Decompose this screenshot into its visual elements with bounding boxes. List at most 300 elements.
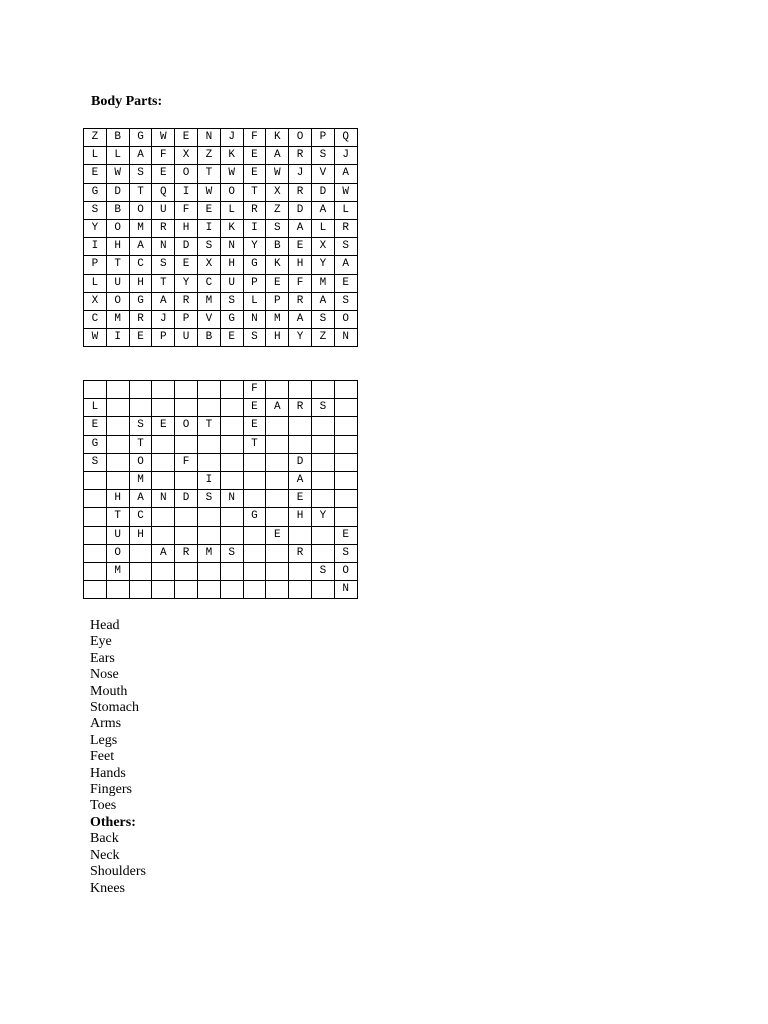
puzzle-cell: A: [289, 310, 312, 328]
puzzle-cell: L: [334, 201, 357, 219]
puzzle-row: [84, 274, 358, 292]
puzzle-cell: P: [84, 256, 107, 274]
puzzle-cell: R: [289, 147, 312, 165]
answer-cell: [266, 490, 289, 508]
answer-cell: [197, 526, 220, 544]
puzzle-cell: Z: [311, 329, 334, 347]
puzzle-cell: E: [129, 329, 152, 347]
answer-cell: [175, 471, 198, 489]
answer-cell: [220, 453, 243, 471]
answer-cell: [266, 544, 289, 562]
answer-cell: [220, 562, 243, 580]
puzzle-cell: W: [106, 165, 129, 183]
puzzle-cell: F: [289, 274, 312, 292]
answer-cell: S: [84, 453, 107, 471]
puzzle-cell: N: [334, 329, 357, 347]
puzzle-cell: A: [129, 147, 152, 165]
puzzle-cell: I: [84, 238, 107, 256]
answer-cell: [197, 562, 220, 580]
answer-cell: [175, 399, 198, 417]
puzzle-cell: E: [266, 274, 289, 292]
answer-cell: [311, 381, 334, 399]
answer-cell: O: [106, 544, 129, 562]
answer-cell: O: [334, 562, 357, 580]
puzzle-cell: Y: [243, 238, 266, 256]
answer-cell: [197, 508, 220, 526]
answer-row: [84, 562, 358, 580]
answer-cell: [152, 508, 175, 526]
answer-cell: [243, 562, 266, 580]
word-list-item: Mouth: [90, 683, 128, 699]
puzzle-cell: D: [106, 183, 129, 201]
word-list-item: Ears: [90, 650, 115, 666]
puzzle-cell: Y: [84, 219, 107, 237]
puzzle-cell: O: [334, 310, 357, 328]
puzzle-cell: S: [311, 147, 334, 165]
answer-cell: [84, 526, 107, 544]
puzzle-cell: L: [84, 147, 107, 165]
puzzle-cell: O: [175, 165, 198, 183]
answer-row: [84, 417, 358, 435]
answer-cell: [106, 471, 129, 489]
answer-cell: E: [243, 417, 266, 435]
puzzle-cell: U: [220, 274, 243, 292]
word-list-item: Head: [90, 618, 120, 633]
word-list-item: Eye: [90, 634, 112, 650]
puzzle-cell: B: [106, 129, 129, 147]
answer-cell: [197, 399, 220, 417]
puzzle-cell: S: [197, 238, 220, 256]
answer-cell: C: [129, 508, 152, 526]
answer-cell: [311, 417, 334, 435]
puzzle-cell: O: [220, 183, 243, 201]
puzzle-row: [84, 238, 358, 256]
puzzle-cell: R: [129, 310, 152, 328]
answer-cell: [289, 526, 312, 544]
puzzle-cell: W: [334, 183, 357, 201]
answer-cell: [152, 562, 175, 580]
puzzle-cell: J: [289, 165, 312, 183]
puzzle-cell: W: [266, 165, 289, 183]
answer-cell: [152, 526, 175, 544]
answer-cell: [289, 435, 312, 453]
puzzle-cell: Z: [84, 129, 107, 147]
puzzle-row: [84, 129, 358, 147]
answer-cell: M: [197, 544, 220, 562]
puzzle-cell: M: [266, 310, 289, 328]
answer-cell: A: [152, 544, 175, 562]
answer-row: [84, 471, 358, 489]
answer-cell: [84, 381, 107, 399]
answer-cell: [106, 453, 129, 471]
puzzle-cell: O: [129, 201, 152, 219]
puzzle-cell: Y: [311, 256, 334, 274]
puzzle-cell: T: [106, 256, 129, 274]
puzzle-cell: W: [152, 129, 175, 147]
answer-cell: [220, 435, 243, 453]
puzzle-cell: B: [197, 329, 220, 347]
puzzle-cell: C: [84, 310, 107, 328]
puzzle-cell: E: [84, 165, 107, 183]
answer-cell: [152, 435, 175, 453]
puzzle-row: [84, 310, 358, 328]
answer-cell: [84, 508, 107, 526]
puzzle-row: [84, 219, 358, 237]
answer-cell: [334, 490, 357, 508]
puzzle-cell: G: [129, 129, 152, 147]
answer-cell: [334, 508, 357, 526]
puzzle-cell: S: [334, 238, 357, 256]
answer-cell: [311, 581, 334, 599]
puzzle-cell: S: [220, 292, 243, 310]
puzzle-cell: H: [220, 256, 243, 274]
answer-cell: [84, 562, 107, 580]
puzzle-cell: D: [289, 201, 312, 219]
answer-cell: [266, 508, 289, 526]
answer-row: [84, 581, 358, 599]
word-search-answer-grid: [83, 380, 358, 599]
answer-cell: H: [106, 490, 129, 508]
puzzle-cell: I: [197, 219, 220, 237]
answer-cell: N: [334, 581, 357, 599]
answer-cell: [220, 581, 243, 599]
puzzle-cell: E: [243, 147, 266, 165]
answer-cell: [289, 417, 312, 435]
puzzle-cell: W: [84, 329, 107, 347]
answer-row: [84, 526, 358, 544]
answer-cell: H: [129, 526, 152, 544]
puzzle-cell: C: [129, 256, 152, 274]
puzzle-cell: E: [289, 238, 312, 256]
answer-cell: E: [289, 490, 312, 508]
puzzle-cell: L: [220, 201, 243, 219]
puzzle-cell: R: [334, 219, 357, 237]
answer-cell: [289, 381, 312, 399]
answer-cell: U: [106, 526, 129, 544]
puzzle-cell: H: [289, 256, 312, 274]
answer-cell: Y: [311, 508, 334, 526]
answer-cell: N: [152, 490, 175, 508]
other-word-list-item: Neck: [90, 847, 120, 863]
answer-cell: [197, 435, 220, 453]
puzzle-cell: A: [311, 292, 334, 310]
answer-cell: [129, 581, 152, 599]
answer-cell: F: [175, 453, 198, 471]
answer-cell: [175, 562, 198, 580]
puzzle-cell: X: [311, 238, 334, 256]
answer-cell: [84, 581, 107, 599]
puzzle-cell: K: [220, 147, 243, 165]
answer-cell: [175, 435, 198, 453]
puzzle-cell: L: [243, 292, 266, 310]
puzzle-cell: E: [220, 329, 243, 347]
puzzle-cell: R: [243, 201, 266, 219]
puzzle-cell: K: [220, 219, 243, 237]
answer-row: [84, 453, 358, 471]
word-list-item: Arms: [90, 716, 122, 732]
answer-cell: [220, 381, 243, 399]
answer-cell: T: [197, 417, 220, 435]
puzzle-cell: U: [175, 329, 198, 347]
answer-cell: [334, 471, 357, 489]
puzzle-cell: F: [243, 129, 266, 147]
puzzle-cell: J: [220, 129, 243, 147]
answer-cell: N: [220, 490, 243, 508]
answer-cell: [334, 417, 357, 435]
puzzle-cell: G: [220, 310, 243, 328]
answer-cell: [152, 471, 175, 489]
puzzle-cell: V: [311, 165, 334, 183]
puzzle-cell: D: [311, 183, 334, 201]
puzzle-cell: G: [84, 183, 107, 201]
answer-cell: [84, 471, 107, 489]
answer-cell: [334, 381, 357, 399]
puzzle-cell: N: [152, 238, 175, 256]
puzzle-cell: S: [84, 201, 107, 219]
puzzle-cell: O: [106, 292, 129, 310]
puzzle-cell: A: [289, 219, 312, 237]
puzzle-cell: R: [289, 183, 312, 201]
answer-cell: [311, 453, 334, 471]
puzzle-cell: G: [129, 292, 152, 310]
answer-cell: I: [197, 471, 220, 489]
answer-cell: [197, 381, 220, 399]
answer-cell: [197, 581, 220, 599]
answer-cell: O: [175, 417, 198, 435]
puzzle-cell: S: [243, 329, 266, 347]
word-list: [90, 618, 146, 897]
puzzle-cell: I: [175, 183, 198, 201]
puzzle-cell: S: [266, 219, 289, 237]
answer-cell: [311, 544, 334, 562]
answer-cell: [197, 453, 220, 471]
puzzle-cell: B: [106, 201, 129, 219]
puzzle-cell: X: [266, 183, 289, 201]
answer-cell: [311, 526, 334, 544]
answer-cell: [152, 581, 175, 599]
puzzle-row: [84, 292, 358, 310]
answer-cell: E: [266, 526, 289, 544]
puzzle-cell: L: [106, 147, 129, 165]
puzzle-cell: X: [197, 256, 220, 274]
answer-cell: E: [334, 526, 357, 544]
answer-cell: [243, 453, 266, 471]
answer-cell: [334, 399, 357, 417]
answer-cell: G: [243, 508, 266, 526]
puzzle-cell: P: [311, 129, 334, 147]
answer-cell: [175, 381, 198, 399]
answer-cell: [266, 471, 289, 489]
answer-cell: T: [129, 435, 152, 453]
puzzle-cell: Q: [334, 129, 357, 147]
others-heading: Others:: [90, 814, 136, 830]
answer-cell: S: [311, 562, 334, 580]
answer-cell: [106, 581, 129, 599]
answer-cell: T: [106, 508, 129, 526]
puzzle-cell: A: [311, 201, 334, 219]
puzzle-cell: E: [152, 165, 175, 183]
puzzle-cell: F: [175, 201, 198, 219]
answer-cell: S: [311, 399, 334, 417]
word-list-item: Legs: [90, 732, 118, 748]
puzzle-cell: M: [311, 274, 334, 292]
puzzle-cell: N: [197, 129, 220, 147]
answer-row: [84, 399, 358, 417]
other-word-list-item: Knees: [90, 880, 125, 896]
puzzle-cell: D: [175, 238, 198, 256]
answer-cell: [84, 490, 107, 508]
puzzle-cell: R: [175, 292, 198, 310]
answer-cell: [152, 399, 175, 417]
answer-cell: T: [243, 435, 266, 453]
puzzle-cell: S: [129, 165, 152, 183]
puzzle-row: [84, 165, 358, 183]
puzzle-cell: E: [243, 165, 266, 183]
answer-cell: [266, 435, 289, 453]
word-list-item: Nose: [90, 667, 119, 683]
answer-cell: [129, 544, 152, 562]
puzzle-cell: T: [243, 183, 266, 201]
answer-cell: [243, 526, 266, 544]
answer-cell: [266, 453, 289, 471]
answer-row: [84, 435, 358, 453]
answer-row: [84, 544, 358, 562]
puzzle-cell: M: [197, 292, 220, 310]
puzzle-cell: Z: [266, 201, 289, 219]
answer-cell: H: [289, 508, 312, 526]
puzzle-cell: G: [243, 256, 266, 274]
page-title: Body Parts:: [91, 94, 163, 109]
puzzle-cell: Q: [152, 183, 175, 201]
puzzle-cell: M: [106, 310, 129, 328]
answer-cell: [152, 381, 175, 399]
puzzle-row: [84, 183, 358, 201]
puzzle-cell: J: [152, 310, 175, 328]
answer-cell: [266, 562, 289, 580]
answer-cell: E: [84, 417, 107, 435]
answer-cell: [220, 508, 243, 526]
puzzle-cell: K: [266, 256, 289, 274]
answer-cell: [311, 471, 334, 489]
puzzle-cell: P: [175, 310, 198, 328]
puzzle-cell: H: [266, 329, 289, 347]
other-word-list-item: Back: [90, 831, 119, 847]
puzzle-cell: P: [266, 292, 289, 310]
answer-row: [84, 381, 358, 399]
puzzle-cell: K: [266, 129, 289, 147]
puzzle-cell: R: [152, 219, 175, 237]
answer-cell: [106, 435, 129, 453]
puzzle-cell: S: [311, 310, 334, 328]
puzzle-cell: L: [311, 219, 334, 237]
puzzle-cell: H: [129, 274, 152, 292]
puzzle-cell: H: [175, 219, 198, 237]
puzzle-cell: B: [266, 238, 289, 256]
answer-cell: L: [84, 399, 107, 417]
answer-cell: [84, 544, 107, 562]
puzzle-row: [84, 329, 358, 347]
puzzle-cell: O: [289, 129, 312, 147]
answer-cell: D: [289, 453, 312, 471]
word-list-item: Toes: [90, 798, 117, 814]
puzzle-cell: E: [175, 129, 198, 147]
puzzle-cell: H: [106, 238, 129, 256]
word-list-items: [90, 618, 146, 815]
answer-cell: [266, 417, 289, 435]
answer-row: [84, 508, 358, 526]
answer-cell: [129, 562, 152, 580]
answer-cell: R: [289, 399, 312, 417]
puzzle-cell: A: [266, 147, 289, 165]
answer-cell: G: [84, 435, 107, 453]
puzzle-cell: A: [129, 238, 152, 256]
answer-cell: [311, 435, 334, 453]
answer-cell: [106, 381, 129, 399]
puzzle-cell: M: [129, 219, 152, 237]
puzzle-cell: R: [289, 292, 312, 310]
puzzle-cell: J: [334, 147, 357, 165]
answer-cell: [129, 399, 152, 417]
word-list-item: Hands: [90, 765, 126, 781]
answer-cell: [175, 581, 198, 599]
answer-cell: S: [334, 544, 357, 562]
answer-cell: [106, 399, 129, 417]
puzzle-cell: W: [197, 183, 220, 201]
puzzle-cell: P: [243, 274, 266, 292]
other-word-list-items: [90, 831, 146, 897]
puzzle-cell: U: [106, 274, 129, 292]
puzzle-cell: T: [152, 274, 175, 292]
answer-cell: [289, 581, 312, 599]
answer-cell: [106, 417, 129, 435]
answer-cell: [266, 381, 289, 399]
puzzle-cell: I: [106, 329, 129, 347]
answer-cell: M: [106, 562, 129, 580]
puzzle-cell: E: [175, 256, 198, 274]
answer-cell: R: [175, 544, 198, 562]
word-search-puzzle-grid: [83, 128, 358, 347]
answer-cell: [334, 435, 357, 453]
answer-cell: [289, 562, 312, 580]
puzzle-cell: Y: [289, 329, 312, 347]
puzzle-cell: U: [152, 201, 175, 219]
word-list-item: Stomach: [90, 700, 139, 716]
puzzle-cell: Z: [197, 147, 220, 165]
answer-cell: [334, 453, 357, 471]
puzzle-cell: P: [152, 329, 175, 347]
answer-cell: [243, 581, 266, 599]
answer-cell: [129, 381, 152, 399]
answer-cell: E: [152, 417, 175, 435]
puzzle-row: [84, 147, 358, 165]
puzzle-cell: O: [106, 219, 129, 237]
puzzle-cell: I: [243, 219, 266, 237]
puzzle-cell: L: [84, 274, 107, 292]
puzzle-cell: A: [334, 256, 357, 274]
puzzle-cell: Y: [175, 274, 198, 292]
answer-cell: R: [289, 544, 312, 562]
answer-cell: F: [243, 381, 266, 399]
answer-cell: [220, 399, 243, 417]
puzzle-cell: E: [334, 274, 357, 292]
answer-cell: [266, 581, 289, 599]
puzzle-cell: E: [197, 201, 220, 219]
answer-cell: A: [289, 471, 312, 489]
answer-cell: S: [129, 417, 152, 435]
puzzle-cell: X: [84, 292, 107, 310]
word-list-item: Feet: [90, 749, 115, 765]
answer-row: [84, 490, 358, 508]
